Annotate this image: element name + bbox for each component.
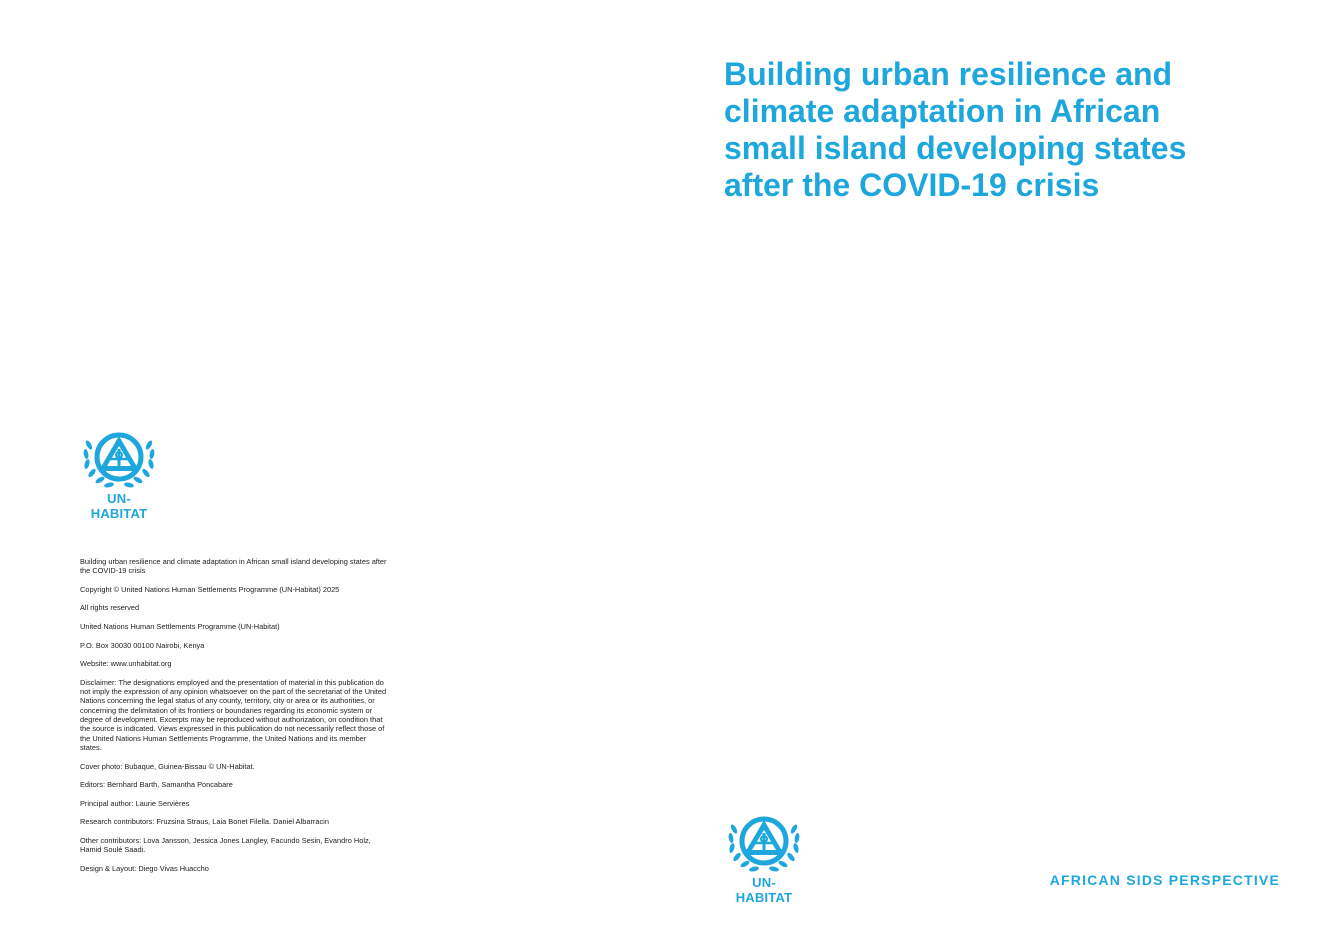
imprint-text — [80, 557, 390, 882]
imprint-other-contributors: Other contributors: Lova Jansson, Jessica Jones Langley, Facundo Sesin, Evandro Holz, Hamid Soulé Saadi. — [80, 835, 371, 855]
imprint-address: P.O. Box 30030 00100 Nairobi, Kenya — [80, 640, 205, 650]
logo-wordmark: UN-HABITAT — [735, 875, 793, 905]
imprint-website: Website: www.unhabitat.org — [80, 659, 172, 669]
imprint-rights: All rights reserved — [80, 603, 140, 613]
un-habitat-logo — [724, 811, 804, 905]
imprint-disclaimer: Disclaimer: The designations employed and the presentation of material in this publication do not imply the expression of any opinion whatsoever on the part of the secretariat of the United Nations concerning the legal status of any county, territory, city or area or its authorities, or concerning the delimitation of its frontiers or boundaries regarding its economic system or degree of development. Excerpts may be reproduced without authorization, on condition that the source is indicated. Views expressed in this publication do not necessarily reflect those of the United Nations Human Settlements Programme, the United Nations and its member states. — [80, 677, 387, 752]
imprint-copyright: Copyright © United Nations Human Settlements Programme (UN-Habitat) 2025 — [80, 584, 340, 594]
page-title: Building urban resilience and climate adaptation in African small island developing states after the COVID-19 crisis — [724, 56, 1187, 203]
logo-wordmark: UN-HABITAT — [90, 491, 148, 521]
title-page — [662, 0, 1323, 936]
series-label: AFRICAN SIDS PERSPECTIVE — [1049, 872, 1280, 888]
imprint-page — [0, 0, 661, 936]
imprint-organization: United Nations Human Settlements Programme (UN-Habitat) — [80, 622, 280, 632]
un-habitat-emblem-icon — [79, 427, 159, 491]
un-habitat-emblem-icon — [724, 811, 804, 875]
imprint-design: Design & Layout: Diego Vivas Huaccho — [80, 863, 209, 873]
imprint-research-contributors: Research contributors: Fruzsina Straus, Laia Bonet Filella. Daniel Albarracin — [80, 817, 329, 827]
imprint-title: Building urban resilience and climate adaptation in African small island developing states after the COVID-19 crisis — [80, 557, 387, 576]
imprint-principal-author: Principal author: Laurie Servières — [80, 798, 190, 808]
imprint-cover-photo: Cover photo: Bubaque, Guinea-Bissau © UN-Habitat. — [80, 761, 255, 771]
un-habitat-logo — [79, 427, 159, 521]
imprint-editors: Editors: Bernhard Barth, Samantha Poncabare — [80, 780, 233, 790]
